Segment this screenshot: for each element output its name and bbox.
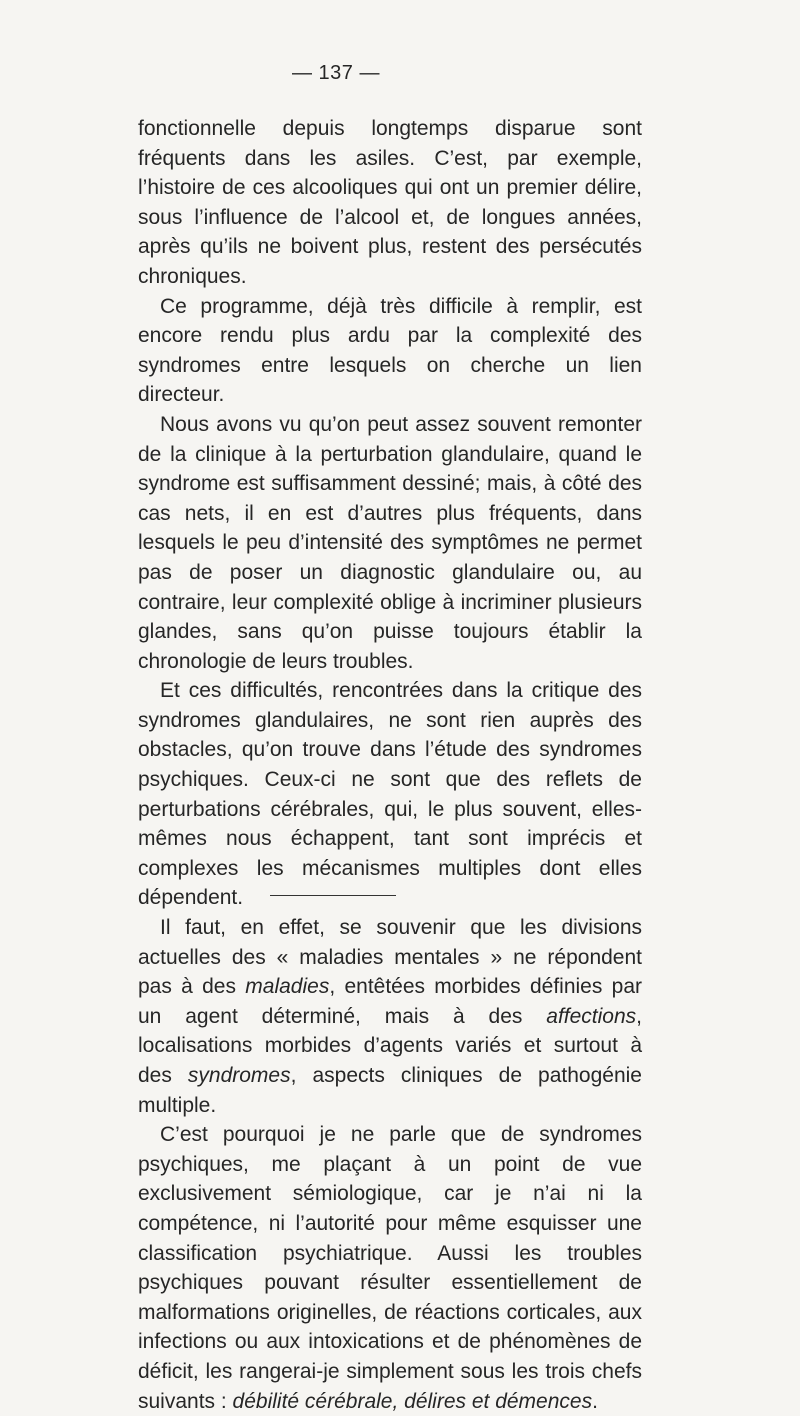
body-text (138, 114, 642, 1416)
text-run: , aspects cliniques de pathogénie multiple. (138, 1064, 642, 1117)
paragraph (138, 410, 642, 676)
text-run: Nous avons vu qu’on peut assez souvent remonter de la clinique à la perturbation glandulaire, quand le syndrome est suffisamment dessiné; mais, à côté des cas nets, il en est d’autres plus fréquents, dans lesquels le peu d’intensité des symptômes ne permet pas de poser un diagnostic glandulaire ou, au contraire, leur complexité oblige à incriminer plusieurs glandes, sans qu’on puisse toujours établir la chronologie de leurs troubles. (138, 412, 642, 673)
text-run: fonctionnelle depuis longtemps disparue sont fréquents dans les asiles. C’est, par exemple, l’histoire de ces alcooliques qui ont un premier délire, sous l’influence de l’alcool et, de longues années, après qu’ils ne boivent plus, restent des persécutés chroniques. (138, 117, 642, 288)
italic-term: syndromes (187, 1064, 291, 1087)
text-run: . (592, 1389, 598, 1413)
paragraph (138, 676, 642, 913)
end-rule (270, 895, 396, 896)
paragraph (138, 913, 642, 1120)
paragraph (138, 114, 642, 292)
paragraph (138, 292, 642, 410)
text-run: Ce programme, déjà très difficile à remplir, est encore rendu plus ardu par la complexité des syndromes entre lesquels on cherche un lien directeur. (138, 294, 642, 407)
text-run: , localisations morbides d’agents variés et surtout à des (138, 1004, 642, 1087)
italic-term: affections (546, 1004, 637, 1028)
text-run: Et ces difficultés, rencontrées dans la critique des syndromes glandulaires, ne sont rien auprès des obstacles, qu’on trouve dans l’étude des syndromes psychiques. Ceux-ci ne sont que des reflets de perturbations cérébrales, qui, le plus souvent, elles-mêmes nous échappent, tant sont imprécis et complexes les mécanismes multiples dont elles dépendent. (138, 679, 642, 910)
italic-term: débilité cérébrale, délires et démences (232, 1389, 593, 1413)
page-number: — 137 — (292, 62, 380, 84)
text-run: C’est pourquoi je ne parle que de syndromes psychiques, me plaçant à un point de vue exclusivement sémiologique, car je n’ai ni la compétence, ni l’autorité pour même esquisser une classification psychiatrique. Aussi les troubles psychiques pouvant résulter essentiellement de malformations originelles, de réactions corticales, aux infections ou aux intoxications et de phénomènes de déficit, les rangerai-je simplement sous les trois chefs suivants : (138, 1123, 642, 1413)
text-run: , entêtées morbides définies par un agent déterminé, mais à des (138, 975, 642, 1028)
paragraph (138, 1120, 642, 1416)
italic-term: maladies (245, 975, 330, 999)
text-run: Il faut, en effet, se souvenir que les divisions actuelles des « maladies mentales » ne répondent pas à des (138, 916, 642, 999)
